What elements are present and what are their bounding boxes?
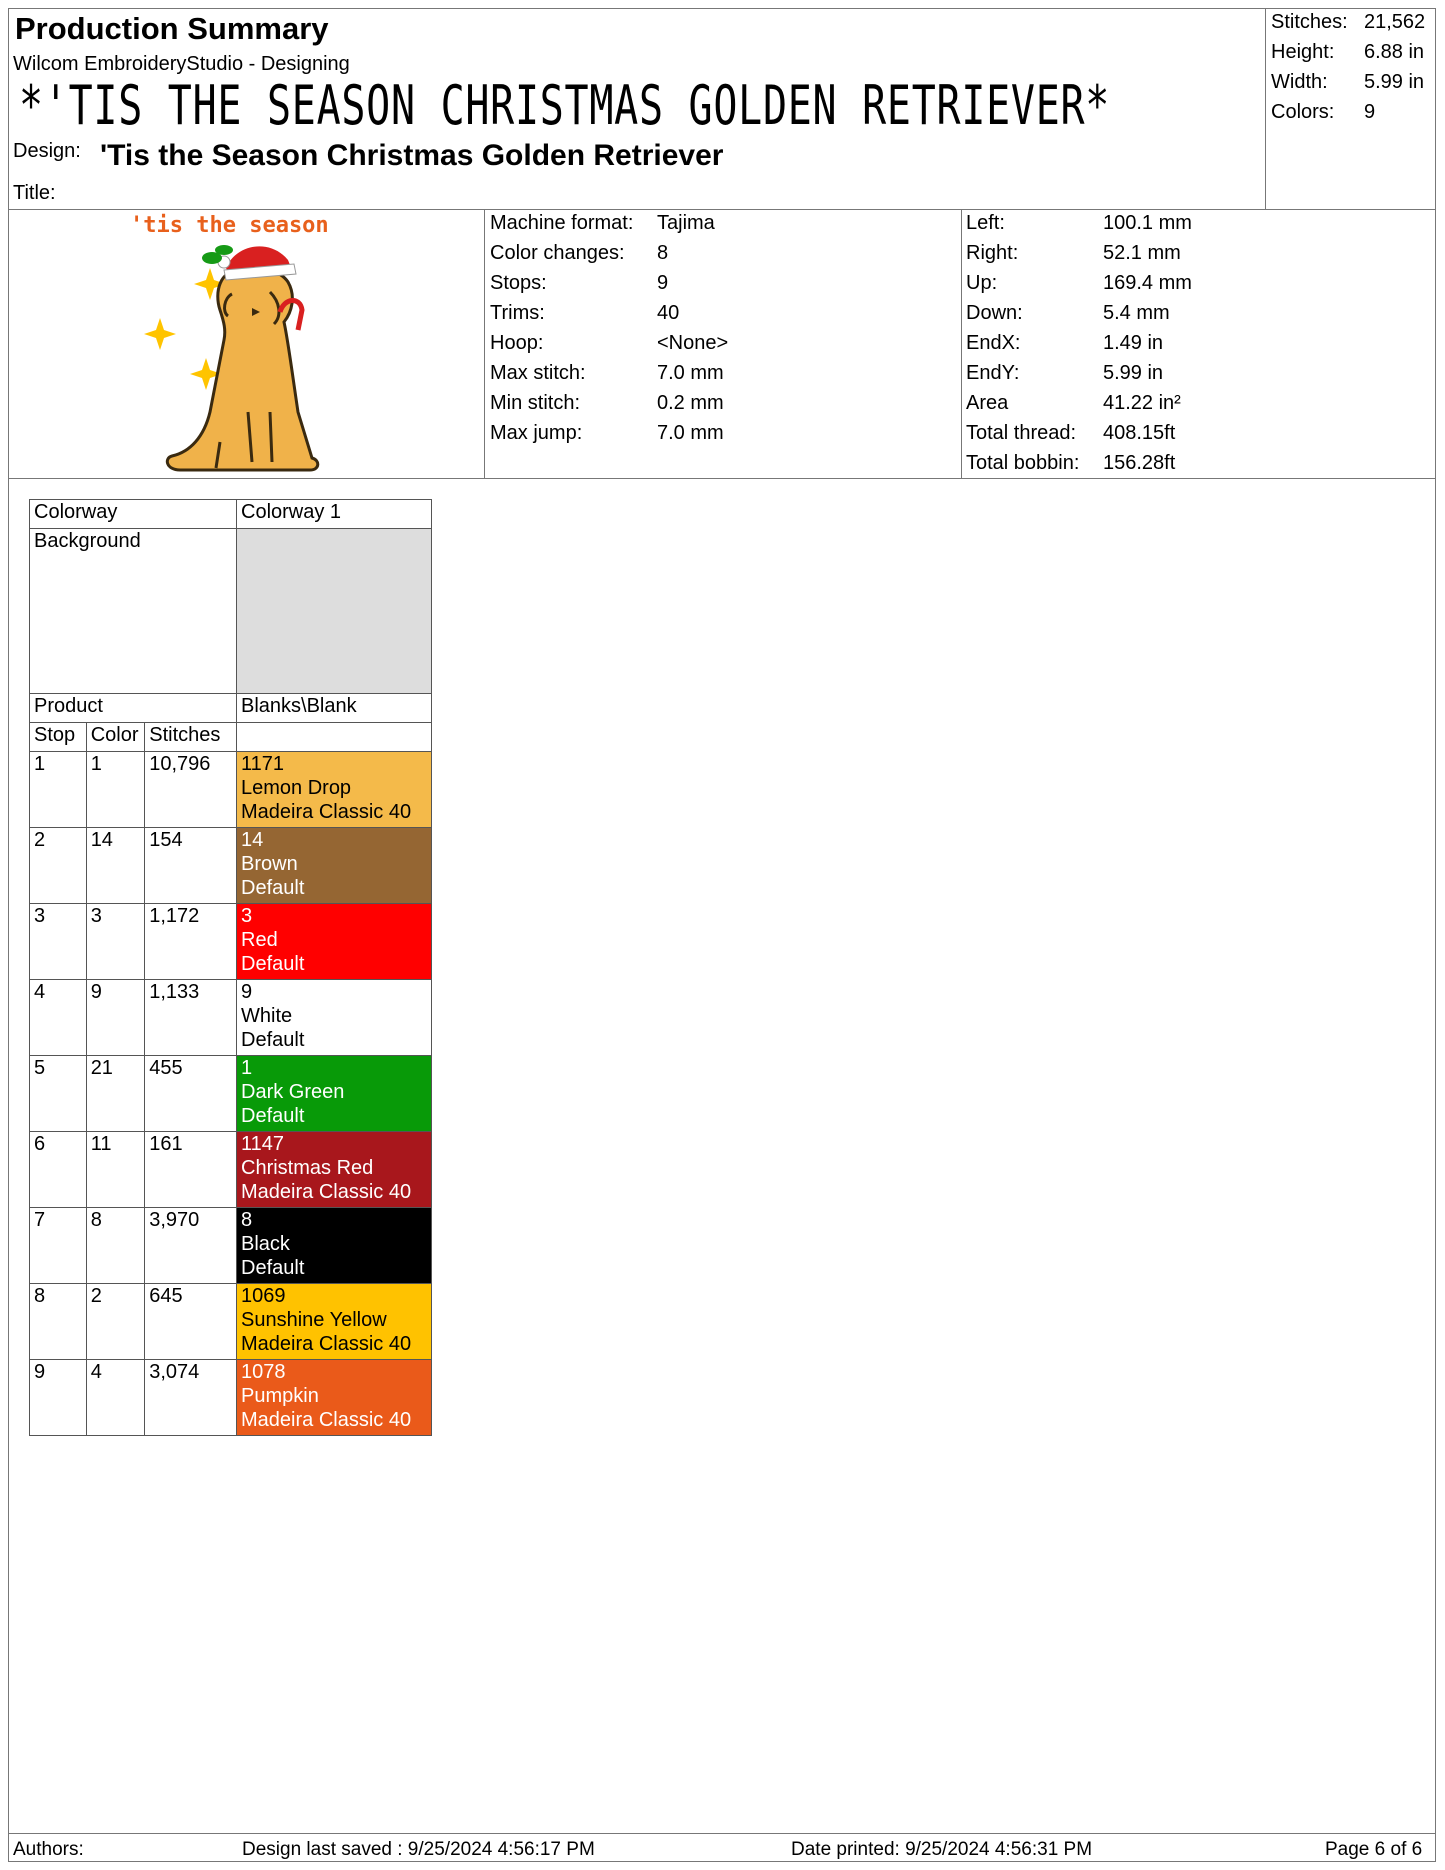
stat-label: Machine format: (490, 212, 634, 234)
thread-name: White (241, 1005, 293, 1027)
thread-swatch (237, 828, 432, 904)
background-row (30, 529, 432, 694)
color-cell: 4 (86, 1360, 145, 1436)
stitches-cell: 1,133 (145, 980, 237, 1056)
stat-label: Color changes: (490, 242, 625, 264)
thread-swatch (237, 1208, 432, 1284)
stat-value: 9 (657, 272, 669, 294)
header-divider (8, 209, 1436, 210)
color-stop-row (30, 1132, 432, 1208)
stat-value: 40 (657, 302, 680, 324)
product-value: Blanks\Blank (237, 694, 432, 723)
footer-page-number: Page 6 of 6 (1325, 1839, 1423, 1860)
stat-value: 0.2 mm (657, 392, 724, 414)
stat-value: 8 (657, 242, 669, 264)
stitches-cell: 455 (145, 1056, 237, 1132)
stitches-cell: 645 (145, 1284, 237, 1360)
thread-name: Sunshine Yellow (241, 1309, 387, 1331)
thread-brand: Madeira Classic 40 (241, 1409, 412, 1431)
design-label: Design: (13, 140, 81, 162)
stat-label: Stops: (490, 272, 547, 294)
stat-label: Down: (966, 302, 1023, 324)
thread-code: 14 (241, 829, 264, 851)
summary-value: 21,562 (1364, 11, 1426, 33)
thread-swatch (237, 752, 432, 828)
thread-brand: Madeira Classic 40 (241, 801, 412, 823)
thread-code: 1069 (241, 1285, 286, 1307)
report-title: Production Summary (15, 11, 329, 46)
colorway-table (29, 499, 432, 1436)
thread-code: 1 (241, 1057, 253, 1079)
stat-value: 1.49 in (1103, 332, 1164, 354)
color-stop-row (30, 752, 432, 828)
stitches-cell: 161 (145, 1132, 237, 1208)
thread-swatch (237, 1360, 432, 1436)
color-stop-row (30, 980, 432, 1056)
column-header-row (30, 723, 432, 752)
colorway-header-row (30, 500, 432, 529)
summary-label: Height: (1271, 41, 1335, 63)
color-stop-row (30, 1284, 432, 1360)
stitches-cell: 10,796 (145, 752, 237, 828)
thread-brand: Default (241, 1257, 305, 1279)
stat-label: Max stitch: (490, 362, 586, 384)
stat-value: Tajima (657, 212, 715, 234)
thread-brand: Default (241, 877, 305, 899)
stat-value: 5.4 mm (1103, 302, 1170, 324)
color-stop-row (30, 1056, 432, 1132)
stitches-cell: 154 (145, 828, 237, 904)
thread-swatch (237, 904, 432, 980)
stop-cell: 5 (30, 1056, 87, 1132)
stat-label: Hoop: (490, 332, 544, 354)
stat-value: 7.0 mm (657, 362, 724, 384)
thread-swatch (237, 980, 432, 1056)
extents-divider (961, 209, 962, 478)
summary-divider (1265, 8, 1266, 209)
stat-label: Min stitch: (490, 392, 581, 414)
stat-label: EndX: (966, 332, 1021, 354)
stat-label: Max jump: (490, 422, 583, 444)
stat-value: 52.1 mm (1103, 242, 1181, 264)
background-label: Background (30, 529, 237, 694)
stat-label: Trims: (490, 302, 545, 324)
stat-value: 100.1 mm (1103, 212, 1192, 234)
thread-swatch (237, 1056, 432, 1132)
col-header-color: Color (86, 723, 145, 752)
summary-value: 5.99 in (1364, 71, 1425, 93)
stat-label: EndY: (966, 362, 1020, 384)
stat-value: <None> (657, 332, 729, 354)
stitches-cell: 3,074 (145, 1360, 237, 1436)
stat-value: 408.15ft (1103, 422, 1176, 444)
stat-value: 5.99 in (1103, 362, 1164, 384)
color-cell: 1 (86, 752, 145, 828)
star-icons (144, 268, 226, 390)
footer-authors: Authors: (13, 1839, 84, 1860)
thread-name: Brown (241, 853, 298, 875)
color-cell: 11 (86, 1132, 145, 1208)
colorway-name: Colorway 1 (237, 500, 432, 529)
thread-swatch (237, 1284, 432, 1360)
stats-divider (8, 478, 1436, 479)
footer-date-printed: Date printed: 9/25/2024 4:56:31 PM (791, 1839, 1093, 1860)
stop-cell: 2 (30, 828, 87, 904)
stat-label: Area (966, 392, 1009, 414)
stat-value: 7.0 mm (657, 422, 724, 444)
preview-divider (484, 209, 485, 478)
stat-label: Left: (966, 212, 1005, 234)
thread-code: 1078 (241, 1361, 286, 1383)
thread-code: 8 (241, 1209, 253, 1231)
product-label: Product (30, 694, 237, 723)
background-swatch (237, 529, 432, 694)
design-banner: *'TIS THE SEASON CHRISTMAS GOLDEN RETRIEVER* (19, 74, 1111, 137)
stat-value: 169.4 mm (1103, 272, 1192, 294)
color-stop-row (30, 828, 432, 904)
summary-label: Width: (1271, 71, 1328, 93)
thread-code: 3 (241, 905, 253, 927)
thread-brand: Default (241, 1105, 305, 1127)
product-row (30, 694, 432, 723)
thread-name: Pumpkin (241, 1385, 319, 1407)
stat-value: 156.28ft (1103, 452, 1176, 474)
color-cell: 9 (86, 980, 145, 1056)
thread-brand: Madeira Classic 40 (241, 1181, 412, 1203)
summary-value: 9 (1364, 101, 1376, 123)
thread-brand: Default (241, 1029, 305, 1051)
summary-label: Stitches: (1271, 11, 1348, 33)
color-stop-row (30, 904, 432, 980)
thread-name: Christmas Red (241, 1157, 374, 1179)
stat-label: Right: (966, 242, 1019, 264)
stop-cell: 4 (30, 980, 87, 1056)
color-cell: 21 (86, 1056, 145, 1132)
color-cell: 8 (86, 1208, 145, 1284)
thread-brand: Default (241, 953, 305, 975)
summary-value: 6.88 in (1364, 41, 1425, 63)
color-cell: 2 (86, 1284, 145, 1360)
stop-cell: 7 (30, 1208, 87, 1284)
color-cell: 3 (86, 904, 145, 980)
thread-code: 1147 (241, 1133, 285, 1155)
design-name: 'Tis the Season Christmas Golden Retriever (100, 139, 724, 172)
stop-cell: 8 (30, 1284, 87, 1360)
footer-last-saved: Design last saved : 9/25/2024 4:56:17 PM (242, 1839, 595, 1860)
design-preview-image (120, 212, 380, 477)
stop-cell: 6 (30, 1132, 87, 1208)
thread-name: Lemon Drop (241, 777, 352, 799)
thread-name: Black (241, 1233, 290, 1255)
col-header-stitches: Stitches (145, 723, 237, 752)
preview-caption: 'tis the season (130, 213, 329, 238)
stop-cell: 1 (30, 752, 87, 828)
thread-swatch (237, 1132, 432, 1208)
title-label: Title: (13, 182, 56, 204)
color-stop-row (30, 1360, 432, 1436)
col-header-thread (237, 723, 432, 752)
stop-cell: 3 (30, 904, 87, 980)
thread-name: Red (241, 929, 278, 951)
stat-label: Total bobbin: (966, 452, 1080, 474)
color-cell: 14 (86, 828, 145, 904)
thread-name: Dark Green (241, 1081, 345, 1103)
stitches-cell: 1,172 (145, 904, 237, 980)
thread-code: 9 (241, 981, 253, 1003)
stat-label: Up: (966, 272, 998, 294)
color-stop-row (30, 1208, 432, 1284)
app-name: Wilcom EmbroideryStudio - Designing (13, 53, 350, 75)
stop-cell: 9 (30, 1360, 87, 1436)
col-header-stop: Stop (30, 723, 87, 752)
colorway-label: Colorway (30, 500, 237, 529)
stitches-cell: 3,970 (145, 1208, 237, 1284)
thread-code: 1171 (241, 753, 285, 775)
thread-brand: Madeira Classic 40 (241, 1333, 412, 1355)
footer-divider (8, 1833, 1436, 1834)
stat-value: 41.22 in² (1103, 392, 1181, 414)
stat-label: Total thread: (966, 422, 1077, 444)
summary-label: Colors: (1271, 101, 1335, 123)
